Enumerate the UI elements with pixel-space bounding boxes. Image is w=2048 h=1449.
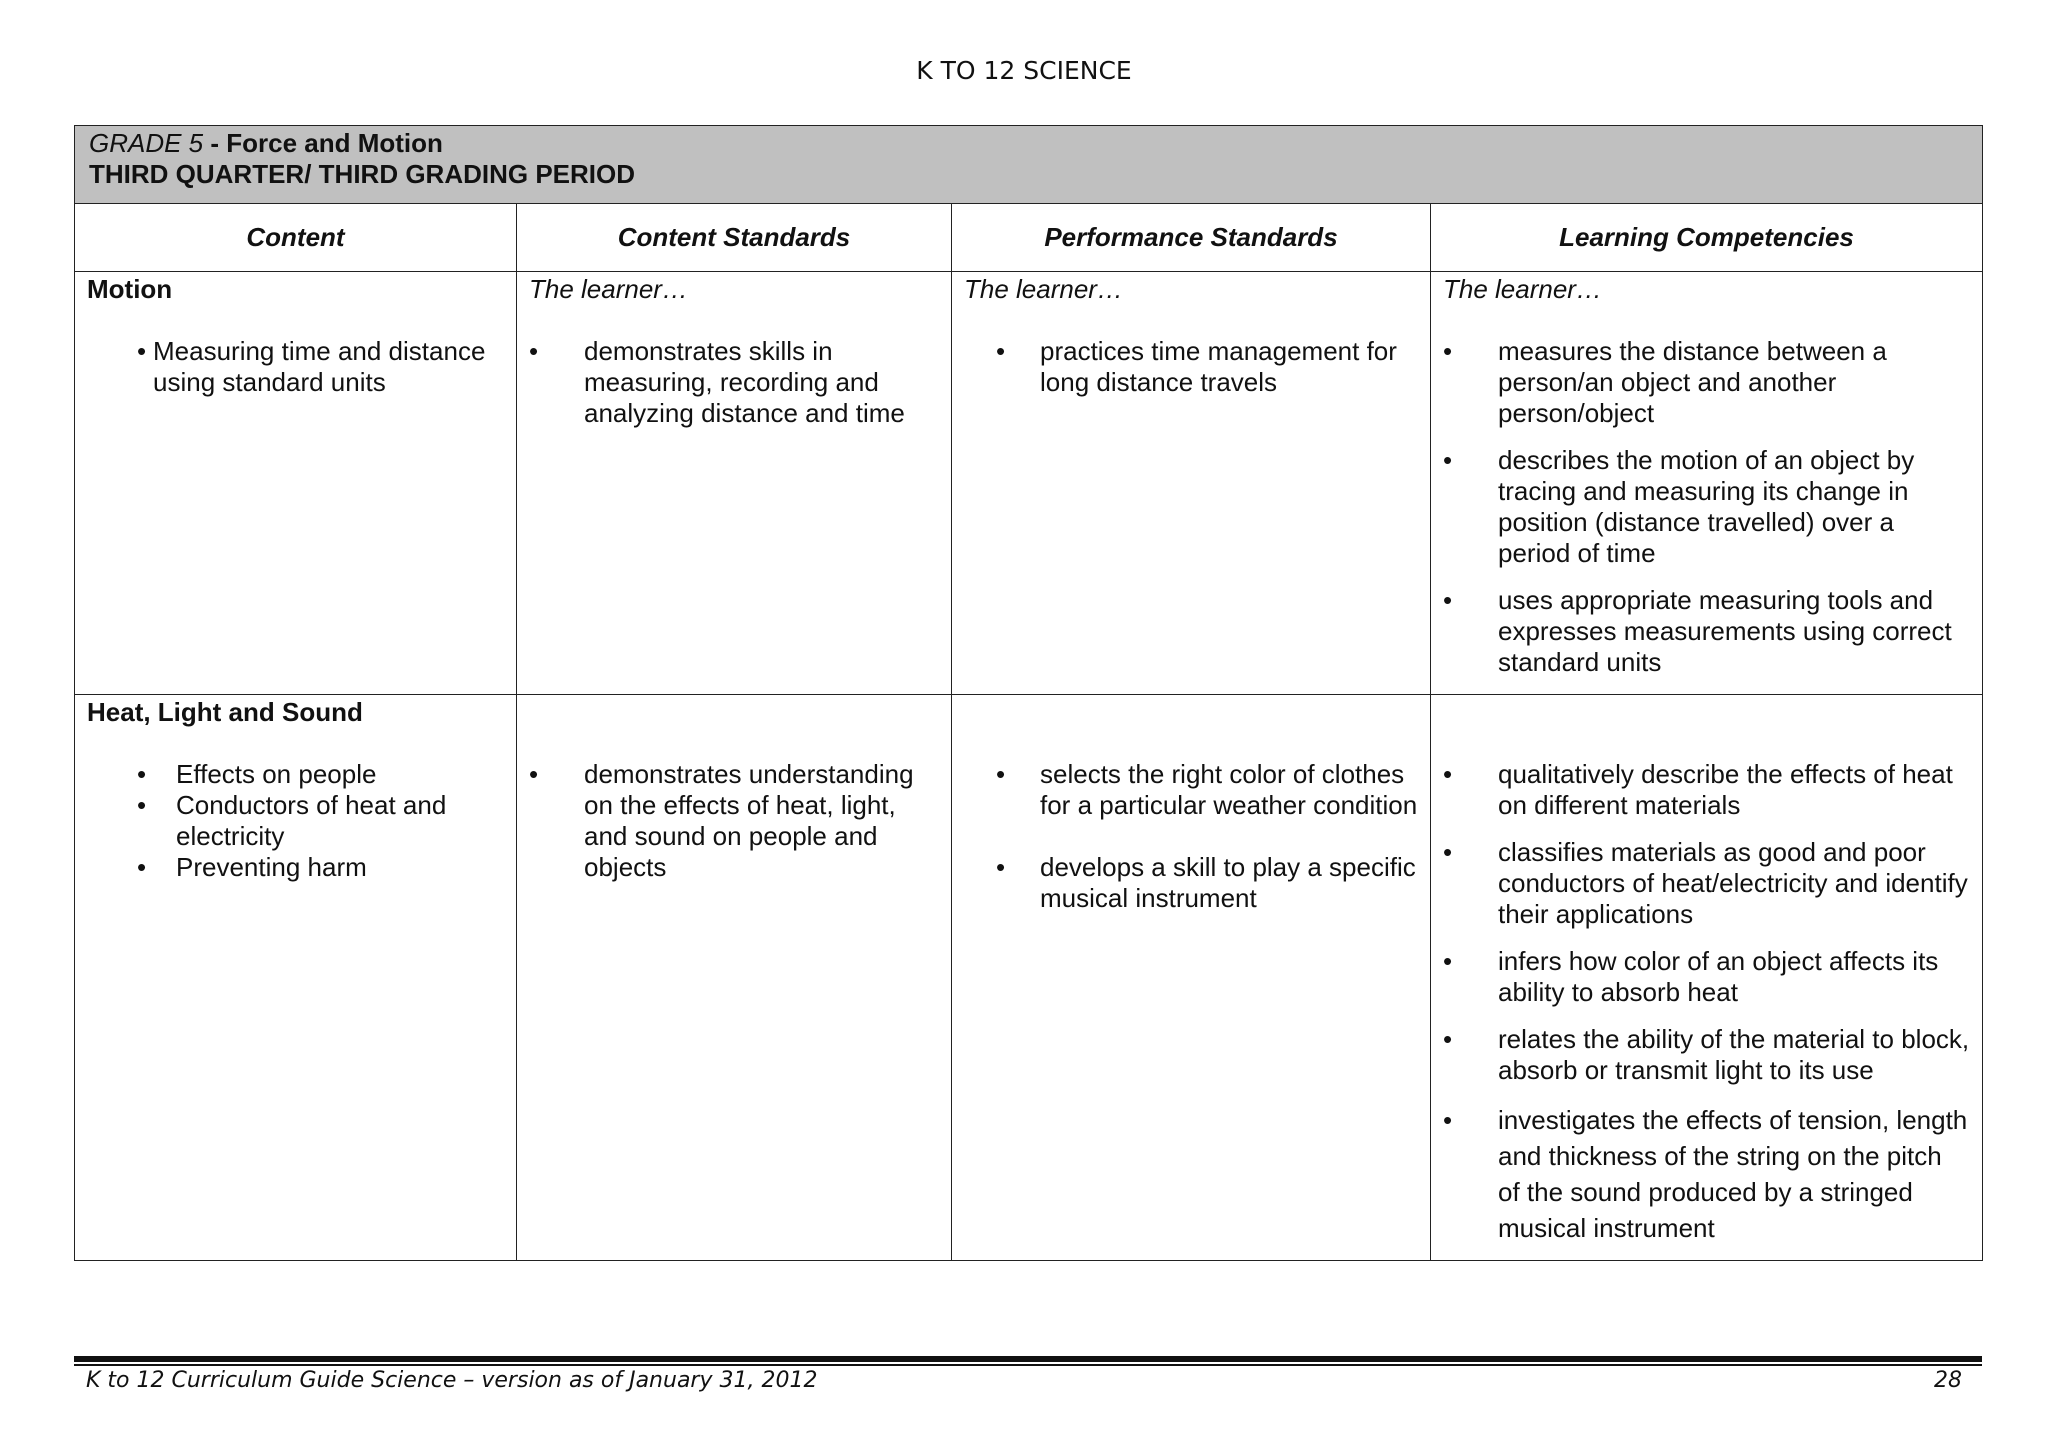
list-item: • measures the distance between a person/an object and another person/object: [1443, 336, 1970, 429]
learning-competencies-cell: [1431, 272, 1983, 695]
learner-lead: The learner…: [529, 274, 688, 304]
list-item: • uses appropriate measuring tools and expresses measurements using correct standard units: [1443, 585, 1970, 678]
column-header-content: Content: [75, 204, 517, 272]
content-topic-title: Heat, Light and Sound: [87, 697, 363, 727]
performance-standards-cell: [952, 272, 1431, 695]
list-item: • develops a skill to play a specific musical instrument: [964, 852, 1418, 914]
performance-standards-cell: [952, 695, 1431, 1261]
topic-label: - Force and Motion: [203, 128, 443, 158]
list-item: • relates the ability of the material to block, absorb or transmit light to its use: [1443, 1024, 1970, 1086]
content-standards-cell: [517, 272, 952, 695]
content-cell: [75, 695, 517, 1261]
list-item: • Measuring time and distance using standard units: [87, 336, 504, 398]
list-item: • Preventing harm: [87, 852, 504, 883]
learner-lead: The learner…: [964, 274, 1123, 304]
list-item: • demonstrates skills in measuring, recording and analyzing distance and time: [529, 336, 939, 429]
list-item: • demonstrates understanding on the effects of heat, light, and sound on people and objects: [529, 759, 939, 883]
grade-label: GRADE 5: [89, 128, 204, 158]
column-header-content-standards: Content Standards: [517, 204, 952, 272]
footer-rule-thick: [74, 1356, 1982, 1362]
list-item: • practices time management for long distance travels: [964, 336, 1418, 398]
list-item: • qualitatively describe the effects of heat on different materials: [1443, 759, 1970, 821]
page-header-title: K TO 12 SCIENCE: [916, 56, 1132, 85]
content-cell: [75, 272, 517, 695]
column-header-performance-standards: Performance Standards: [952, 204, 1431, 272]
list-item: • Conductors of heat and electricity: [87, 790, 504, 852]
list-item: • infers how color of an object affects its ability to absorb heat: [1443, 946, 1970, 1008]
list-item: • classifies materials as good and poor conductors of heat/electricity and identify their applications: [1443, 837, 1970, 930]
content-standards-cell: [517, 695, 952, 1261]
grade-banner: [75, 126, 1983, 204]
table-row-heat-light-sound: [75, 695, 1983, 1261]
learner-lead: The learner…: [1443, 274, 1602, 304]
grading-period: THIRD QUARTER/ THIRD GRADING PERIOD: [89, 159, 635, 189]
table-row-motion: [75, 272, 1983, 695]
column-header-learning-competencies: Learning Competencies: [1431, 204, 1983, 272]
page-number: 28: [1934, 1368, 1962, 1393]
footer-rule-thin: [74, 1364, 1982, 1366]
list-item: • Effects on people: [87, 759, 504, 790]
list-item: • investigates the effects of tension, length and thickness of the string on the pitch of the sound produced by a stringed musical instrument: [1443, 1102, 1970, 1246]
list-item: • selects the right color of clothes for a particular weather condition: [964, 759, 1418, 821]
list-item: • describes the motion of an object by tracing and measuring its change in position (distance travelled) over a period of time: [1443, 445, 1970, 569]
footer-version-text: K to 12 Curriculum Guide Science – version as of January 31, 2012: [86, 1368, 818, 1393]
content-topic-title: Motion: [87, 274, 173, 304]
learning-competencies-cell: [1431, 695, 1983, 1261]
curriculum-table: [74, 125, 1983, 1261]
